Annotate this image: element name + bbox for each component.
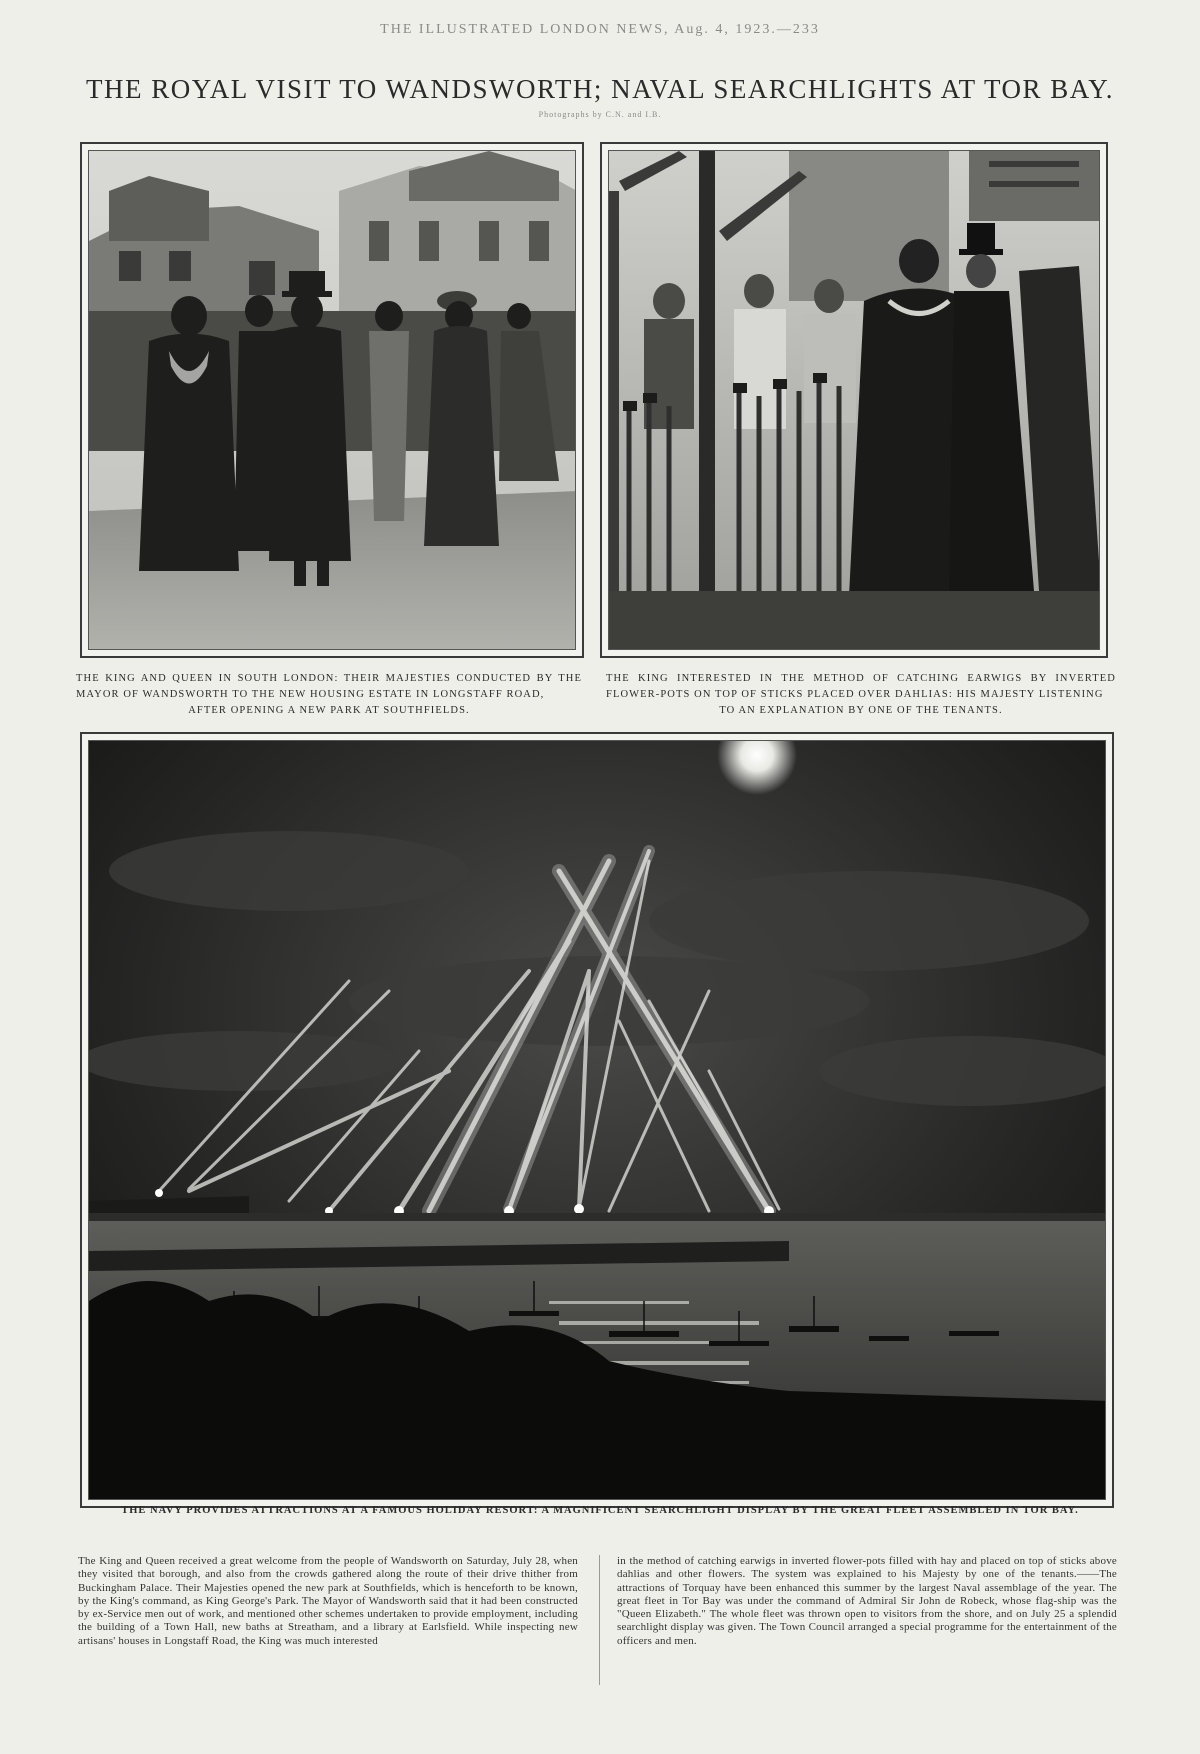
column-divider [599, 1555, 600, 1685]
article-column-1: The King and Queen received a great welcome from the people of Wandsworth on Saturday, July 28, when they visited that borough, and also from the crowds gathered along the route of their drive thither from Buckingham Palace. Their Majesties opened the new park at Southfields, which is henceforth to be known, by the King's command, as King George's Park. The Mayor of Wandsworth said that it had been constructed by ex-Service men out of work, and mentioned other schemes undertaken to provide employment, including the building of a Town Hall, new baths at Streatham, and a library at Earlsfield. While inspecting new artisans' houses in Longstaff Road, the King was much interested [78, 1555, 578, 1647]
photo-earwig-demonstration-image [608, 150, 1100, 650]
running-head: THE ILLUSTRATED LONDON NEWS, Aug. 4, 1923.—233 [380, 22, 820, 37]
caption-earwig-main: THE KING INTERESTED IN THE METHOD OF CATCHING EARWIGS BY INVERTED FLOWER-POTS ON TOP OF STICKS PLACED OVER DAHLIAS: HIS MAJESTY LISTENING [606, 673, 1116, 700]
caption-royal-procession-main: THE KING AND QUEEN IN SOUTH LONDON: THEIR MAJESTIES CONDUCTED BY THE MAYOR OF WANDSWORTH TO THE NEW HOUSING ESTATE IN LONGSTAFF ROAD, [76, 673, 582, 700]
photo-earwig-demonstration [600, 142, 1108, 658]
photo-searchlight-display-image [88, 740, 1106, 1500]
caption-searchlight-display: THE NAVY PROVIDES ATTRACTIONS AT A FAMOUS HOLIDAY RESORT: A MAGNIFICENT SEARCHLIGHT DISPLAY BY THE GREAT FLEET ASSEMBLED IN TOR BAY. [121, 1505, 1079, 1516]
page-headline: THE ROYAL VISIT TO WANDSWORTH; NAVAL SEARCHLIGHTS AT TOR BAY. [85, 74, 1115, 104]
photo-royal-procession-image [88, 150, 576, 650]
photo-royal-procession [80, 142, 584, 658]
photo-credit: Photographs by C.N. and I.B. [538, 110, 662, 119]
article-column-2: in the method of catching earwigs in inverted flower-pots filled with hay and placed on top of sticks above dahlias and other flowers. The system was explained to his Majesty by one of the tenants.——The attractions of Torquay have been enhanced this summer by the largest Naval assemblage of the year. The great fleet in Tor Bay was under the command of Admiral Sir John de Robeck, whose flag-ship was the "Queen Elizabeth." The whole fleet was thrown open to visitors from the shore, and on July 25 a splendid searchlight display was given. The Town Council arranged a special programme for the entertainment of the officers and men. [617, 1555, 1117, 1647]
caption-earwig-demonstration [606, 671, 1116, 719]
caption-earwig-last: TO AN EXPLANATION BY ONE OF THE TENANTS. [719, 705, 1003, 716]
photo-searchlight-display [80, 732, 1114, 1508]
caption-royal-procession-last: AFTER OPENING A NEW PARK AT SOUTHFIELDS. [188, 705, 470, 716]
caption-royal-procession [76, 671, 582, 719]
